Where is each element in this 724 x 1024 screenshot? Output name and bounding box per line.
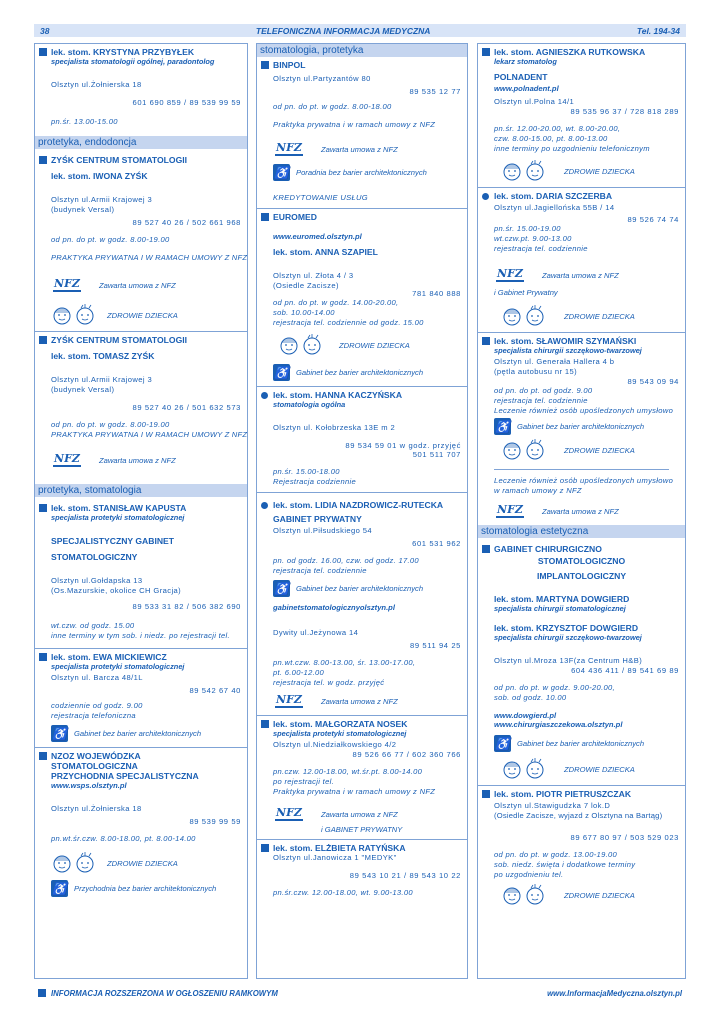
doctor-name: lek. stom. ANNA SZAPIEL: [273, 247, 378, 257]
barrier-badge: [39, 725, 243, 742]
practice-name: SPECJALISTYCZNY GABINET: [51, 536, 175, 546]
hours: od pn. do pt. od godz. 9.00: [494, 386, 593, 395]
title-text: lek. stom. STANISŁAW KAPUSTA: [51, 503, 187, 513]
address-2: Dywity ul.Jeżynowa 14: [273, 628, 359, 637]
wheelchair-icon: ♿: [495, 736, 510, 751]
children-faces-icon: [494, 160, 554, 182]
hours: od pn. do pt. w godz. 13.00-19.00: [494, 850, 618, 859]
address: Olsztyn ul.Partyzantów 80: [273, 74, 371, 83]
practice-name-2: IMPLANTOLOGICZNY: [536, 571, 627, 581]
nfz-label: Zawarta umowa z NFZ: [542, 270, 619, 280]
phone: 89 527 40 26 / 502 661 968: [132, 218, 241, 227]
address: Olsztyn ul.Armii Krajowej 3: [51, 375, 153, 384]
doctor-name: lek. stom. MARTYNA DOWGIERD: [494, 594, 630, 604]
nfz-label: Zawarta umowa z NFZ: [321, 696, 398, 706]
nfz-badge: [482, 266, 681, 284]
children-faces-icon: [273, 334, 329, 356]
square-bullet-icon: [482, 545, 490, 553]
phone: 89 677 80 97 / 503 529 023: [570, 833, 679, 842]
hours-extra: wt.czw.pt. 9.00-13.00: [494, 234, 572, 243]
wheelchair-icon: ♿: [52, 881, 67, 896]
practice-name: POLNADENT: [494, 72, 548, 82]
website: www.euromed.olsztyn.pl: [273, 232, 362, 241]
nfz-label: Zawarta umowa z NFZ: [321, 144, 398, 154]
practice-note: Praktyka prywatna i w ramach umowy z NFZ: [273, 787, 436, 796]
listing-nosek: [257, 716, 467, 839]
phone: 604 436 411 / 89 541 69 89: [571, 666, 679, 675]
barrier-label: Poradnia bez barier architektonicznych: [296, 168, 427, 177]
special-note-2: Leczenie również osób upośledzonych umysłowo: [494, 476, 674, 485]
website: gabinetstomatologicznyolsztyn.pl: [273, 603, 395, 612]
title-text: NZOZ WOJEWÓDZKA: [51, 751, 141, 761]
header-title: TELEFONICZNA INFORMACJA MEDYCZNA: [255, 25, 431, 36]
listing-kapusta: [35, 500, 247, 646]
special-note: Leczenie również osób upośledzonych umysłowo: [494, 406, 674, 415]
title-text: lek. stom. EWA MICKIEWICZ: [51, 652, 167, 662]
address-note: (budynek Versal): [51, 385, 115, 394]
square-bullet-icon: [261, 844, 269, 852]
children-faces-icon: [494, 439, 554, 461]
hours: pn.czw. 12.00-18.00, wt.śr.pt. 8.00-14.00: [273, 767, 423, 776]
hours: codziennie od godz. 9.00: [51, 701, 143, 710]
kids-badge: [39, 304, 243, 326]
barrier-badge: [261, 364, 463, 381]
section-header: protetyka, stomatologia: [35, 484, 247, 497]
website: www.wsps.olsztyn.pl: [51, 781, 127, 790]
barrier-badge: [482, 735, 681, 752]
wheelchair-icon: ♿: [274, 165, 289, 180]
registration: rejestracja tel. codziennie od godz. 15.00: [273, 318, 424, 327]
title-text: ZYŚK CENTRUM STOMATOLOGII: [51, 155, 188, 165]
practice-note: PRAKTYKA PRYWATNA I W RAMACH UMOWY Z NFZ: [51, 253, 248, 262]
address-note: (Osiedle Zacisze): [273, 281, 339, 290]
registration-2: rejestracja tel. w godz. przyjęć: [273, 678, 385, 687]
square-bullet-icon: [39, 752, 47, 760]
hours: od pn. do pt. w godz. 8.00-18.00: [273, 102, 392, 111]
hours-extra: sob. od godz. 10.00: [494, 693, 567, 702]
phone: 89 539 99 59: [189, 817, 241, 826]
square-bullet-icon: [482, 48, 490, 56]
private-practice-note: i Gabinet Prywatny: [494, 288, 558, 297]
hours: pn.śr. 13.00-15.00: [51, 117, 118, 126]
registration: po rejestracji tel.: [273, 777, 334, 786]
title-line-3: PRZYCHODNIA SPECJALISTYCZNA: [51, 771, 199, 781]
title-text: lek. stom. KRYSTYNA PRZYBYŁEK: [51, 47, 195, 57]
nfz-logo-icon: NFZ: [276, 141, 302, 154]
column-1: [34, 43, 248, 979]
listing-title: [482, 544, 681, 554]
wheelchair-icon: ♿: [274, 581, 289, 596]
hours: od pn. do pt. w godz. 14.00-20.00,: [273, 298, 399, 307]
hours: pn.śr. 15.00-19.00: [494, 224, 561, 233]
address: Olsztyn ul. Generała Hallera 4 b: [494, 357, 615, 366]
kids-badge: [482, 884, 681, 906]
specialty-2: specjalista chirurgii szczękowo-twarzowej: [494, 633, 642, 642]
barrier-badge: [261, 580, 463, 597]
address: Olsztyn ul.Stawigudzka 7 lok.D: [494, 801, 611, 810]
nfz-badge: [261, 805, 463, 823]
hours: pn. od godz. 16.00, czw. od godz. 17.00: [273, 556, 419, 565]
listing-zysk-iwona: [35, 152, 247, 331]
practice-name-2: STOMATOLOGICZNY: [51, 552, 138, 562]
listing-ratynska: [257, 840, 467, 903]
barrier-label: Gabinet bez barier architektonicznych: [74, 729, 202, 738]
title-text: EUROMED: [273, 212, 317, 222]
phone: 89 543 10 21 / 89 543 10 22: [349, 871, 461, 880]
listing-title: [482, 47, 681, 57]
address-note: (pętla autobusu nr 15): [494, 367, 578, 376]
kids-badge: [482, 160, 681, 182]
address-note: (Os.Mazurskie, okolice CH Gracja): [51, 586, 182, 595]
page-number: 38: [40, 25, 50, 36]
phone: 601 531 962: [412, 539, 461, 548]
title-text: lek. stom. ELŻBIETA RATYŃSKA: [273, 843, 406, 853]
listing-title: [39, 47, 243, 57]
doctor-name: lek. stom. TOMASZ ZYŚK: [51, 351, 155, 361]
listing-title: [482, 789, 681, 799]
phone: 781 840 888: [412, 289, 461, 298]
nfz-label: Zawarta umowa z NFZ: [542, 506, 619, 516]
phone-2: 89 511 94 25: [410, 641, 461, 650]
nfz-logo-icon: NFZ: [276, 806, 302, 819]
address: Olsztyn ul.Niedziałkowskiego 4/2: [273, 740, 397, 749]
address-note: (budynek Versal): [51, 205, 115, 214]
square-bullet-icon: [39, 653, 47, 661]
listing-przybylek: [35, 44, 247, 132]
kids-badge: [482, 439, 681, 461]
phone: 89 534 59 01 w godz. przyjęć: [345, 441, 461, 450]
nfz-label: Zawarta umowa z NFZ: [321, 809, 398, 819]
listing-rutkowska: [478, 44, 685, 187]
square-bullet-icon: [482, 790, 490, 798]
children-faces-icon: [494, 305, 554, 327]
listing-title: [261, 719, 463, 729]
address: Olsztyn ul.Żołnierska 18: [51, 80, 142, 89]
practice-note: Praktyka prywatna i w ramach umowy z NFZ: [273, 120, 436, 129]
listing-title: [39, 335, 243, 345]
listing-binpol: [257, 60, 467, 208]
listing-nazdrowicz: [257, 493, 467, 715]
nfz-badge: [482, 502, 681, 520]
title-text: lek. stom. HANNA KACZYŃSKA: [273, 390, 403, 400]
listing-title: [39, 652, 243, 662]
nfz-logo-icon: NFZ: [497, 267, 523, 280]
square-bullet-icon: [482, 337, 490, 345]
barrier-label: Przychodnia bez barier architektonicznych: [74, 884, 217, 893]
listing-title: [261, 843, 463, 853]
doctor-name: lek. stom. IWONA ZYŚK: [51, 171, 148, 181]
credit-note: KREDYTOWANIE USŁUG: [273, 193, 368, 202]
website: www.dowgierd.pl: [494, 711, 557, 720]
address-note: (Osiedle Zacisze, wyjazd z Olsztyna na Bartąg): [494, 811, 663, 820]
section-header: stomatologia estetyczna: [478, 525, 685, 538]
title-line-2: STOMATOLOGICZNA: [51, 761, 138, 771]
phone: 89 533 31 82 / 506 382 690: [132, 602, 241, 611]
barrier-badge: [482, 418, 681, 435]
dot-bullet-icon: [261, 392, 268, 399]
nfz-badge: [261, 692, 463, 710]
wheelchair-icon: ♿: [52, 726, 67, 741]
address: Olsztyn ul. Złota 4 / 3: [273, 271, 354, 280]
hours-note: po uzgodnieniu tel.: [494, 870, 564, 879]
wheelchair-icon: ♿: [495, 419, 510, 434]
hours-extra: rejestracja telefoniczna: [51, 711, 136, 720]
nfz-badge: [261, 140, 463, 158]
listing-zysk-tomasz: [35, 332, 247, 474]
children-faces-icon: [51, 852, 97, 874]
hours-2: pn.wt.czw. 8.00-13.00, śr. 13.00-17.00,: [273, 658, 416, 667]
specialty: specjalista stomatologii ogólnej, paradontolog: [51, 57, 215, 66]
specialty: specjalista protetyki stomatologicznej: [51, 513, 185, 522]
hours-extra: sob. niedz. święta i dodatkowe terminy: [494, 860, 636, 869]
phone: 89 527 40 26 / 501 632 573: [132, 403, 241, 412]
wheelchair-icon: ♿: [274, 365, 289, 380]
address: Olsztyn ul.Jagiellońska 55B / 14: [494, 203, 615, 212]
listing-pietruszczak: [478, 786, 685, 911]
hours: pn.śr. 12.00-20.00, wt. 8.00-20.00,: [494, 124, 621, 133]
kids-badge: [39, 852, 243, 874]
title-text: lek. stom. AGNIESZKA RUTKOWSKA: [494, 47, 646, 57]
listing-title: [39, 155, 243, 165]
doctor-name-2: lek. stom. KRZYSZTOF DOWGIERD: [494, 623, 639, 633]
listing-title: [39, 751, 243, 761]
square-bullet-icon: [39, 156, 47, 164]
nfz-logo-icon: NFZ: [276, 693, 302, 706]
kids-badge: [482, 758, 681, 780]
kids-label: ZDROWIE DZIECKA: [564, 764, 635, 774]
barrier-label: Gabinet bez barier architektonicznych: [296, 368, 424, 377]
hours: wt.czw. od godz. 15.00: [51, 621, 135, 630]
listing-title: [261, 390, 463, 400]
listing-mickiewicz: [35, 649, 247, 747]
phone: 89 542 67 40: [189, 686, 241, 695]
kids-label: ZDROWIE DZIECKA: [564, 445, 635, 455]
title-text: lek. stom. DARIA SZCZERBA: [494, 191, 613, 201]
title-text: lek. stom. LIDIA NAZDROWICZ-RUTECKA: [273, 500, 444, 510]
footer-note-text: INFORMACJA ROZSZERZONA W OGŁOSZENIU RAMKOWYM: [51, 988, 278, 998]
registration: rejestracja tel. codziennie: [494, 244, 588, 253]
nfz-logo-icon: NFZ: [54, 277, 80, 290]
title-text: BINPOL: [273, 60, 306, 70]
title-text: lek. stom. PIOTR PIETRUSZCZAK: [494, 789, 632, 799]
kids-label: ZDROWIE DZIECKA: [564, 311, 635, 321]
square-bullet-icon: [261, 61, 269, 69]
nfz-badge: [39, 276, 243, 294]
kids-label: ZDROWIE DZIECKA: [564, 890, 635, 900]
square-bullet-icon: [261, 213, 269, 221]
phone: 89 535 96 37 / 728 818 289: [570, 107, 679, 116]
listing-kaczynska: [257, 387, 467, 492]
specialty: specjalista chirurgii stomatologicznej: [494, 604, 626, 613]
hours: pn.śr. 15.00-18.00: [273, 467, 340, 476]
address: Olsztyn ul.Mroza 13F(za Centrum H&B): [494, 656, 643, 665]
hours-extra: sob. 10.00-14.00: [273, 308, 335, 317]
hours: od pn. do pt. w godz. 8.00-19.00: [51, 235, 170, 244]
children-faces-icon: [51, 304, 97, 326]
listing-title: [261, 60, 463, 70]
listing-dowgierd: [478, 541, 685, 785]
address: Olsztyn ul.Armii Krajowej 3: [51, 195, 153, 204]
listing-title: [482, 191, 681, 201]
title-text: GABINET CHIRURGICZNO: [494, 544, 602, 554]
square-bullet-icon: [38, 989, 46, 997]
barrier-label: Gabinet bez barier architektonicznych: [296, 584, 424, 593]
address: Olsztyn ul.Gołdapska 13: [51, 576, 143, 585]
phone: 89 526 74 74: [627, 215, 679, 224]
specialty: stomatologia ogólna: [273, 400, 346, 409]
address: Olsztyn ul. Kołobrzeska 13E m 2: [273, 423, 396, 432]
address: Olsztyn ul. Barcza 48/1L: [51, 673, 143, 682]
kids-badge: [261, 334, 463, 356]
divider: [494, 469, 669, 470]
phone: 601 690 859 / 89 539 99 59: [132, 98, 241, 107]
section-header: protetyka, endodoncja: [35, 136, 247, 149]
column-3: [477, 43, 686, 979]
page-header: [34, 24, 686, 37]
hours: pn.wt.śr.czw. 8.00-18.00, pt. 8.00-14.00: [51, 834, 196, 843]
registration: rejestracja tel. codziennie: [273, 566, 367, 575]
square-bullet-icon: [39, 504, 47, 512]
practice-name: STOMATOLOGICZNO: [537, 556, 626, 566]
children-faces-icon: [494, 884, 554, 906]
nfz-logo-icon: NFZ: [497, 503, 523, 516]
hours: od pn. do pt. w godz. 9.00-20.00,: [494, 683, 615, 692]
listing-title: [482, 336, 681, 346]
barrier-label: Gabinet bez barier architektonicznych: [517, 739, 645, 748]
kids-label: ZDROWIE DZIECKA: [339, 340, 410, 350]
kids-label: ZDROWIE DZIECKA: [564, 166, 635, 176]
phone: 89 543 09 94: [627, 377, 679, 386]
phone: 89 535 12 77: [409, 87, 461, 96]
nfz-label: Zawarta umowa z NFZ: [99, 455, 176, 465]
nfz-note: w ramach umowy z NFZ: [494, 486, 582, 495]
listing-title: [261, 212, 463, 222]
square-bullet-icon: [261, 720, 269, 728]
barrier-badge: [39, 880, 243, 897]
square-bullet-icon: [39, 48, 47, 56]
website-2: www.chirurgiaszczekowa.olsztyn.pl: [494, 720, 623, 729]
specialty: lekarz stomatolog: [494, 57, 557, 66]
address: Olsztyn ul.Janowicza 1 "MEDYK": [273, 853, 397, 862]
phone: 89 526 66 77 / 602 360 766: [352, 750, 461, 759]
address: Olsztyn ul.Piłsudskiego 54: [273, 526, 373, 535]
title-text: ZYŚK CENTRUM STOMATOLOGII: [51, 335, 188, 345]
dot-bullet-icon: [261, 502, 268, 509]
listing-szczerba: [478, 188, 685, 332]
nfz-logo-icon: NFZ: [54, 452, 80, 465]
nfz-label: Zawarta umowa z NFZ: [99, 280, 176, 290]
header-tel: Tel. 194-34: [636, 25, 680, 36]
kids-label: ZDROWIE DZIECKA: [107, 310, 178, 320]
practice-name: GABINET PRYWATNY: [273, 514, 362, 524]
hours-extra: czw. 8.00-15.00, pt. 8.00-13.00: [494, 134, 608, 143]
title-text: lek. stom. SŁAWOMIR SZYMAŃSKI: [494, 336, 637, 346]
registration: Rejestracja codziennie: [273, 477, 357, 486]
address: Olsztyn ul.Żołnierska 18: [51, 804, 142, 813]
section-header: stomatologia, protetyka: [257, 44, 467, 57]
specialty: specjalista chirurgii szczękowo-twarzowej: [494, 346, 642, 355]
column-2: [256, 43, 468, 979]
listing-title: [39, 503, 243, 513]
footer-url[interactable]: www.InformacjaMedyczna.olsztyn.pl: [547, 988, 682, 998]
page-footer: [34, 987, 686, 999]
listing-nzoz: [35, 748, 247, 902]
nfz-badge: [39, 451, 243, 469]
hours-2-extra: pt. 6.00-12.00: [273, 668, 325, 677]
kids-badge: [482, 305, 681, 327]
listing-szymanski: [478, 333, 685, 525]
title-text: lek. stom. MAŁGORZATA NOSEK: [273, 719, 408, 729]
children-faces-icon: [494, 758, 554, 780]
specialty: specjalista protetyki stomatologicznej: [273, 729, 407, 738]
practice-note: PRAKTYKA PRYWATNA I W RAMACH UMOWY Z NFZ: [51, 430, 248, 439]
hours-extra: inne terminy w tym sob. i niedz. po rejestracji tel.: [51, 631, 230, 640]
barrier-label: Gabinet bez barier architektonicznych: [517, 422, 645, 431]
kids-label: ZDROWIE DZIECKA: [107, 858, 178, 868]
listing-euromed: [257, 209, 467, 386]
hours-note: inne terminy po uzgodnieniu telefonicznym: [494, 144, 650, 153]
square-bullet-icon: [39, 336, 47, 344]
specialty: specjalista protetyki stomatologicznej: [51, 662, 185, 671]
hours: pn.śr.czw. 12.00-18.00, wt. 9.00-13.00: [273, 888, 413, 897]
dot-bullet-icon: [482, 193, 489, 200]
footer-note: [38, 989, 278, 998]
private-practice-note: i GABINET PRYWATNY: [321, 825, 403, 834]
listing-title: [261, 500, 463, 510]
hours: od pn. do pt. w godz. 8.00-19.00: [51, 420, 170, 429]
address: Olsztyn ul.Polna 14/1: [494, 97, 575, 106]
registration: rejestracja tel. codziennie: [494, 396, 588, 405]
website: www.polnadent.pl: [494, 84, 559, 93]
barrier-badge: [261, 164, 463, 181]
phone-2: 501 511 707: [412, 450, 461, 459]
